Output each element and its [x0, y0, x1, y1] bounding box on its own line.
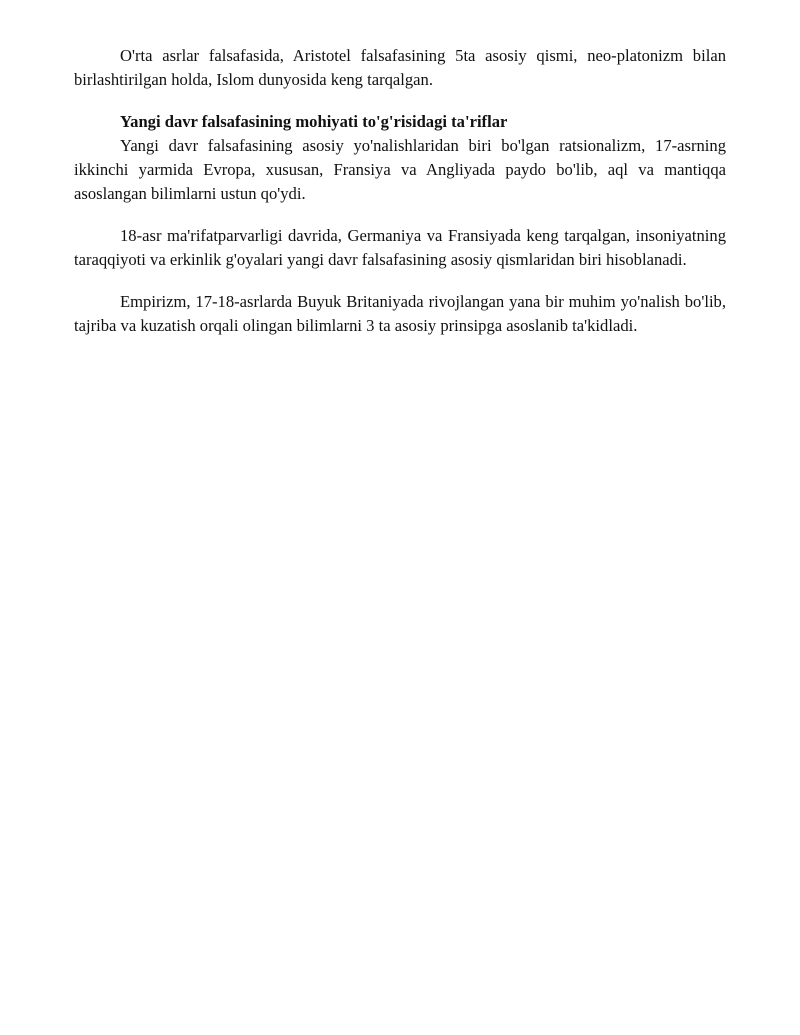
document-page [74, 44, 726, 338]
paragraph-empiricism: Empirizm, 17-18-asrlarda Buyuk Britaniyada rivojlangan yana bir muhim yo'nalish bo'lib, tajriba va kuzatish orqali olingan bilimlarni 3 ta asosiy prinsipga asoslanib ta'kidladi. [74, 292, 726, 335]
paragraph-enlightenment: 18-asr ma'rifatparvarligi davrida, Germaniya va Fransiyada keng tarqalgan, insoniyatning taraqqiyoti va erkinlik g'oyalari yangi davr falsafasining asosiy qismlaridan biri hisoblanadi. [74, 226, 726, 269]
paragraph-medieval-philosophy: O'rta asrlar falsafasida, Aristotel falsafasining 5ta asosiy qismi, neo-platonizm bilan birlashtirilgan holda, Islom dunyosida keng tarqalgan. [74, 46, 726, 89]
section-heading: Yangi davr falsafasining mohiyati to'g'risidagi ta'riflar [120, 112, 508, 131]
paragraph-rationalism: Yangi davr falsafasining asosiy yo'nalishlaridan biri bo'lgan ratsionalizm, 17-asrning ikkinchi yarmida Evropa, xususan, Fransiya va Angliyada paydo bo'lib, aql va mantiqqa asoslangan bilimlarni ustun qo'ydi. [74, 136, 726, 203]
